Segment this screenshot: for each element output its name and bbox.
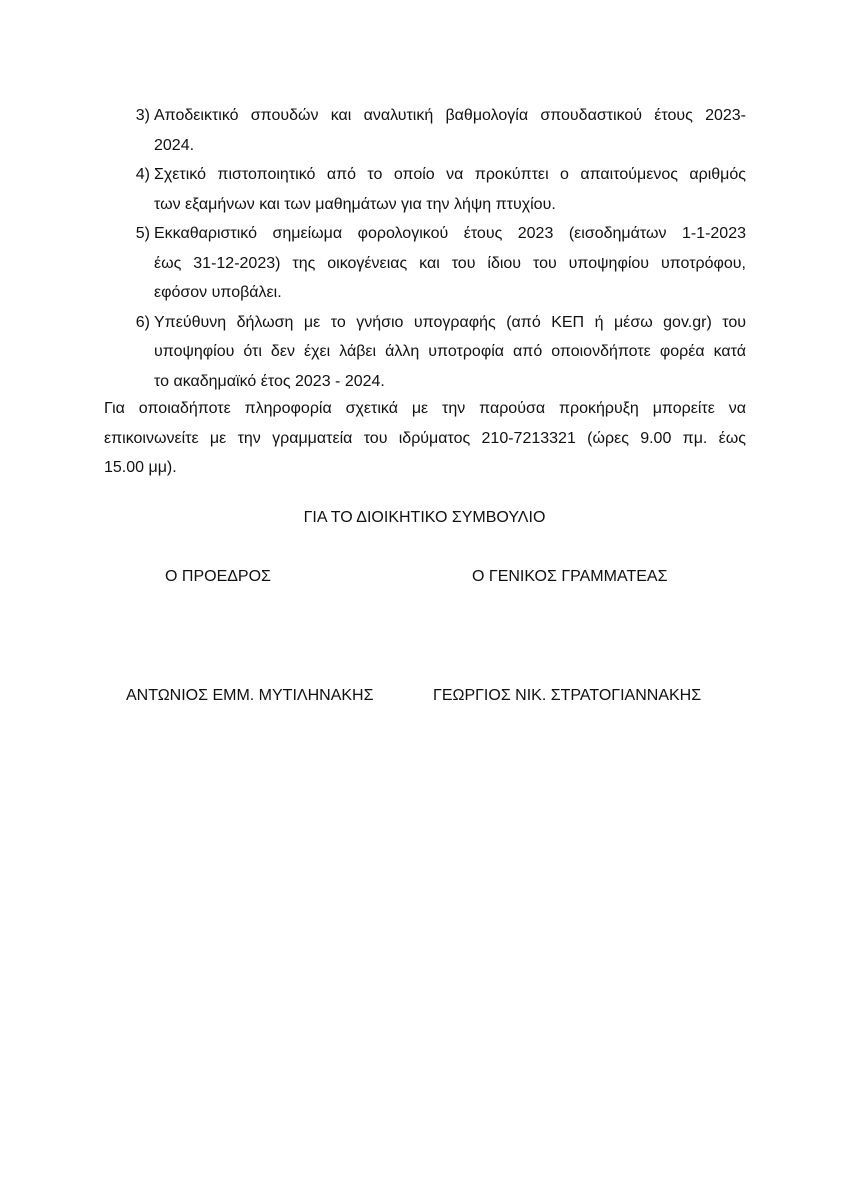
text-line: Υπεύθυνη δήλωση με το γνήσιο υπογραφής (από ΚΕΠ ή μέσω gov.gr) του [154, 313, 746, 331]
list-item [104, 219, 746, 308]
list-item-text [154, 219, 746, 308]
list-item [104, 160, 746, 219]
president-title: Ο ΠΡΟΕΔΡΟΣ [165, 568, 271, 585]
text-line: Σχετικό πιστοποιητικό από το οποίο να προκύπτει ο απαιτούμενος αριθμός [154, 166, 746, 183]
text-line: 15.00 μμ). [104, 459, 177, 476]
text-line: Αποδεικτικό σπουδών και αναλυτική βαθμολογία σπουδαστικού έτους 2023- [154, 107, 746, 124]
list-item-number: 3) [135, 107, 150, 124]
list-item-number: 5) [135, 225, 150, 242]
list-item-text [154, 160, 746, 219]
secretary-name: ΓΕΩΡΓΙΟΣ ΝΙΚ. ΣΤΡΑΤΟΓΙΑΝΝΑΚΗΣ [433, 687, 702, 704]
list-item [104, 308, 746, 397]
text-line: των εξαμήνων και των μαθημάτων για την λήψη πτυχίου. [154, 195, 556, 213]
contact-paragraph [104, 394, 746, 483]
list-item-text [154, 308, 746, 397]
text-line: υποψηφίου ότι δεν έχει λάβει άλλη υποτροφία από οποιονδήποτε φορέα κατά [154, 343, 746, 360]
list-item [104, 101, 746, 160]
list-item-text [154, 101, 746, 160]
president-name: ΑΝΤΩΝΙΟΣ ΕΜΜ. ΜΥΤΙΛΗΝΑΚΗΣ [126, 687, 374, 704]
list-item-number: 6) [135, 313, 150, 331]
board-heading: ΓΙΑ ΤΟ ΔΙΟΙΚΗΤΙΚΟ ΣΥΜΒΟΥΛΙΟ [303, 509, 546, 526]
text-line: 2024. [154, 136, 195, 154]
secretary-title: Ο ΓΕΝΙΚΟΣ ΓΡΑΜΜΑΤΕΑΣ [472, 568, 668, 585]
text-line: έως 31-12-2023) της οικογένειας και του ίδιου του υποψηφίου υποτρόφου, [154, 254, 746, 272]
list-item-number: 4) [135, 166, 150, 183]
text-line: εφόσον υποβάλει. [154, 284, 282, 301]
text-line: Για οποιαδήποτε πληροφορία σχετικά με την παρούσα προκήρυξη μπορείτε να [104, 400, 746, 417]
text-line: επικοινωνείτε με την γραμματεία του ιδρύματος 210-7213321 (ώρες 9.00 πμ. έως [104, 429, 746, 447]
text-line: το ακαδημαϊκό έτος 2023 - 2024. [154, 372, 385, 390]
text-line: Εκκαθαριστικό σημείωμα φορολογικού έτους 2023 (εισοδημάτων 1-1-2023 [154, 225, 746, 242]
requirements-list [104, 101, 746, 396]
